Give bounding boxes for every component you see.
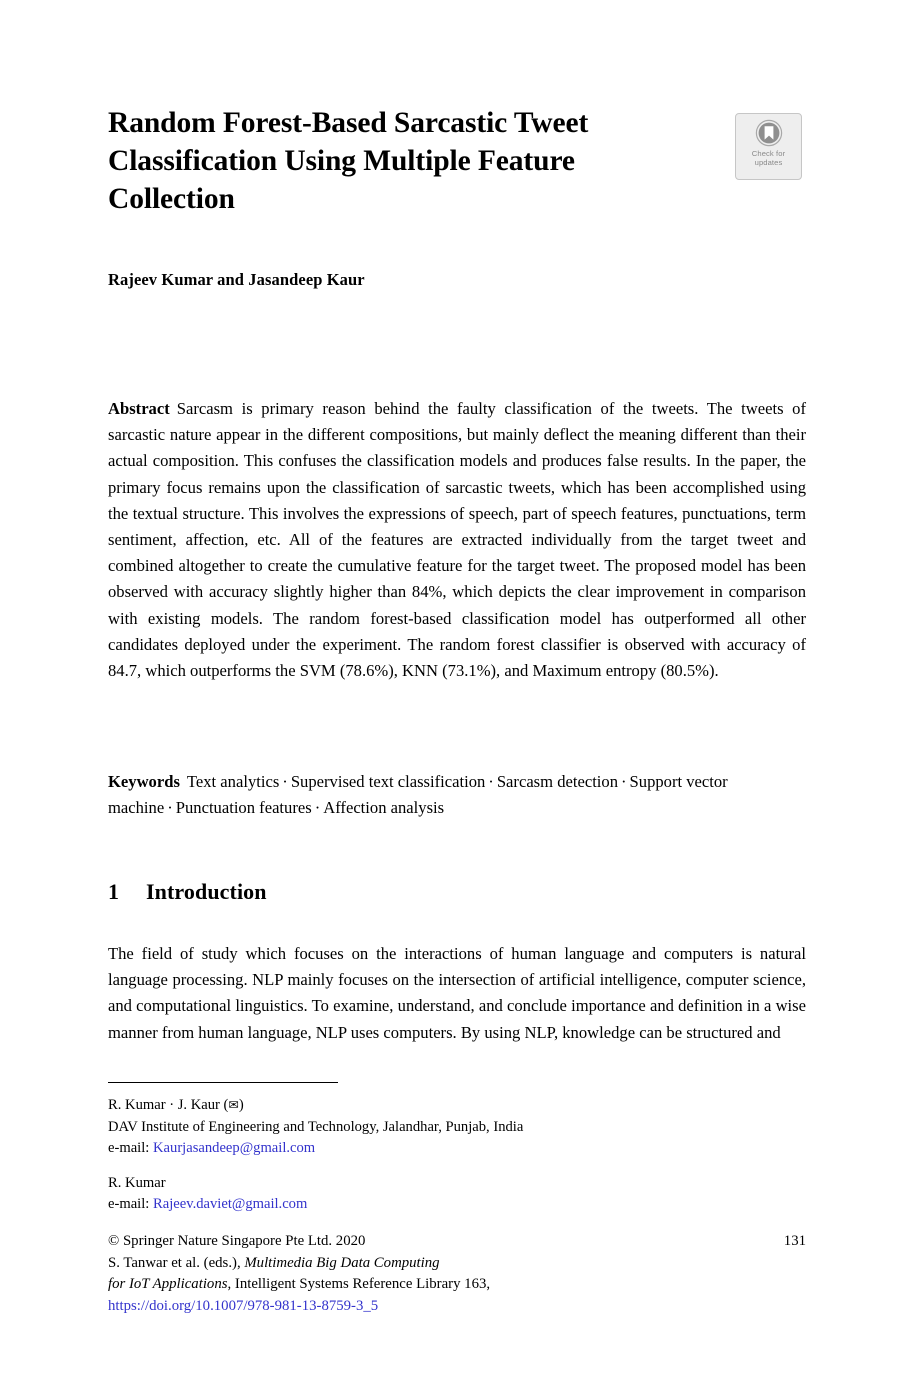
envelope-icon: ✉ xyxy=(228,1096,239,1112)
title-block xyxy=(108,104,806,218)
abstract-text: Sarcasm is primary reason behind the faulty classification of the tweets. The tweets of sarcastic nature appear in the different compositions, but mainly deflect the meaning different than their actual composition. This confuses the classification models and produces false results. In the paper, the primary focus remains upon the classification of sarcastic tweets, which has been accomplished using the textual structure. This involves the expressions of speech, part of speech features, punctuations, term sentiment, affection, etc. All of the features are extracted individually from the target tweet and combined altogether to create the cumulative feature for the target tweet. The proposed model has been observed with accuracy slightly higher than 84%, which depicts the clear improvement in comparison with existing models. The random forest-based classification model has outperformed all other candidates deployed under the experiment. The random forest classifier is observed with accuracy of 84.7, which outperforms the SVM (78.6%), KNN (73.1%), and Maximum entropy (80.5%). xyxy=(108,399,806,681)
email-link-1[interactable]: Kaurjasandeep@gmail.com xyxy=(153,1140,316,1156)
section-number: 1 xyxy=(108,879,120,904)
email-label-2: e-mail: xyxy=(108,1196,150,1212)
copyright-line-3 xyxy=(108,1274,806,1296)
editors-text: S. Tanwar et al. (eds.), xyxy=(108,1254,245,1271)
keywords-label: Keywords xyxy=(108,772,180,791)
check-for-updates-badge[interactable] xyxy=(735,113,802,180)
footnote-names-2: R. Kumar xyxy=(108,1174,166,1191)
keyword-item: Affection analysis xyxy=(323,798,445,818)
keyword-item: Supervised text classification xyxy=(290,772,486,791)
book-title-part-1: Multimedia Big Data Computing xyxy=(244,1254,440,1271)
section-heading-introduction xyxy=(108,879,267,905)
book-title-part-2: for IoT Applications xyxy=(108,1276,228,1292)
keyword-item: Text analytics xyxy=(186,772,280,791)
email-label-1: e-mail: xyxy=(108,1140,150,1156)
author-list: Rajeev Kumar and Jasandeep Kaur xyxy=(108,270,365,289)
footnote-block xyxy=(108,1095,806,1216)
copyright-line-2 xyxy=(108,1253,806,1275)
badge-label-line2: updates xyxy=(754,158,783,167)
badge-label xyxy=(752,149,785,167)
keyword-separator: · xyxy=(314,798,321,818)
keyword-separator: · xyxy=(488,772,494,791)
footnote-email-row-1 xyxy=(108,1138,806,1160)
keyword-item: Punctuation features xyxy=(175,798,312,818)
series-text: , Intelligent Systems Reference Library 163, xyxy=(227,1276,491,1292)
footnote-author-1 xyxy=(108,1095,806,1160)
copyright-line-1: © Springer Nature Singapore Pte Ltd. 2020 xyxy=(108,1233,366,1249)
badge-label-line1: Check for xyxy=(751,149,786,158)
crossmark-icon xyxy=(755,119,783,147)
footnote-separator-rule xyxy=(108,1082,338,1083)
keyword-item: Sarcasm detection xyxy=(496,772,619,791)
section-body-text: The field of study which focuses on the interactions of human language and computers is natural language processing. NLP mainly focuses on the intersection of artificial intelligence, computer science, and computational linguistics. To examine, understand, and conclude importance and definition in a wise manner from human language, NLP uses computers. By using NLP, knowledge can be structured and xyxy=(108,944,806,1042)
page-title: Random Forest-Based Sarcastic Tweet Classification Using Multiple Feature Collection xyxy=(108,107,589,215)
keyword-separator: · xyxy=(167,798,173,818)
keyword-separator: · xyxy=(282,772,288,791)
keywords-section xyxy=(108,769,806,821)
keywords-list xyxy=(108,772,728,817)
abstract-label: Abstract xyxy=(108,399,170,418)
footnote-author-2 xyxy=(108,1173,806,1216)
footnote-names-1: R. Kumar · J. Kaur (✉) xyxy=(108,1096,244,1113)
keyword-item: Support vector machine xyxy=(108,772,728,818)
page-number: 131 xyxy=(783,1233,806,1249)
email-link-2[interactable]: Rajeev.daviet@gmail.com xyxy=(153,1196,308,1212)
doi-line xyxy=(108,1296,806,1318)
footnote-affiliation-1: DAV Institute of Engineering and Technology, Jalandhar, Punjab, India xyxy=(108,1118,524,1135)
footnote-email-row-2 xyxy=(108,1194,806,1216)
document-page xyxy=(108,0,806,1388)
abstract-section xyxy=(108,396,806,684)
keyword-separator: · xyxy=(621,772,627,791)
copyright-block xyxy=(108,1231,806,1317)
section-title: Introduction xyxy=(146,879,267,904)
doi-link[interactable]: https://doi.org/10.1007/978-981-13-8759-3_5 xyxy=(108,1297,379,1314)
